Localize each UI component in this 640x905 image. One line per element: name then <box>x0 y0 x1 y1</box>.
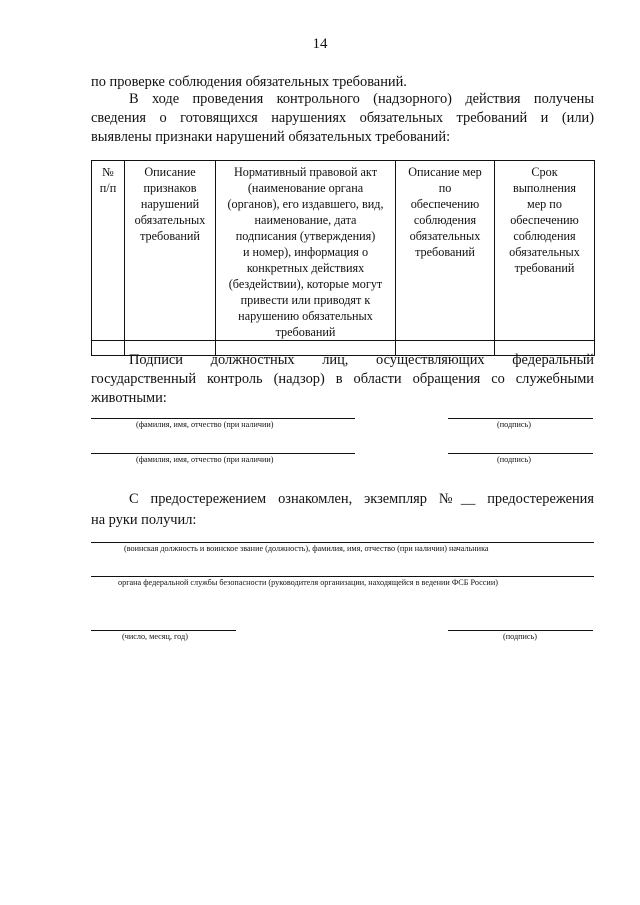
name-line-1 <box>91 418 355 419</box>
col-description-header: Описание признаков нарушений обязательных требований <box>125 161 216 341</box>
paragraph-line-3: выявлены признаки нарушений обязательных требований: <box>91 129 451 145</box>
final-signature-caption: (подпись) <box>503 632 537 641</box>
recipient-line-1 <box>91 542 594 543</box>
signature-caption-1: (подпись) <box>497 420 531 429</box>
page-number: 14 <box>312 36 328 52</box>
signatures-line-1: Подписи должностных лиц, осуществляющих федеральный <box>129 352 594 368</box>
col-legal-act-header: Нормативный правовой акт (наименование органа (органов), его издавшего, вид, наименование, дата подписания (утверждения) и номер), информация о конкретных действиях (бездействии), которые могут привести или приводят к нарушению обязательных требований <box>216 161 396 341</box>
name-line-2 <box>91 453 355 454</box>
final-signature-line <box>448 630 593 631</box>
signatures-line-3: животными: <box>91 390 167 406</box>
signatures-line-2: государственный контроль (надзор) в области обращения со служебными <box>91 371 594 387</box>
signature-line-1 <box>448 418 593 419</box>
violations-table <box>91 160 595 356</box>
date-caption: (число, месяц, год) <box>122 632 188 641</box>
acknowledgement-line-1: С предостережением ознакомлен, экземпляр №__ предостережения <box>129 491 594 507</box>
signature-caption-2: (подпись) <box>497 455 531 464</box>
paragraph-line-1: В ходе проведения контрольного (надзорного) действия получены <box>129 91 594 107</box>
col-measures-header: Описание мер по обеспечению соблюдения обязательных требований <box>396 161 495 341</box>
intro-line: по проверке соблюдения обязательных требований. <box>91 74 407 90</box>
recipient-caption-1: (воинская должность и воинское звание (должность), фамилия, имя, отчество (при наличии) начальника <box>124 544 489 553</box>
name-caption-2: (фамилия, имя, отчество (при наличии) <box>136 455 274 464</box>
col-number-header: № п/п <box>92 161 125 341</box>
recipient-caption-2: органа федеральной службы безопасности (руководителя организации, находящейся в ведении ФСБ России) <box>118 578 498 587</box>
col-deadline-header: Срок выполнения мер по обеспечению соблюдения обязательных требований <box>495 161 595 341</box>
table-header-row <box>92 161 595 341</box>
date-line <box>91 630 236 631</box>
name-caption-1: (фамилия, имя, отчество (при наличии) <box>136 420 274 429</box>
recipient-line-2 <box>91 576 594 577</box>
paragraph-line-2: сведения о готовящихся нарушениях обязательных требований и (или) <box>91 110 594 126</box>
acknowledgement-line-2: на руки получил: <box>91 512 197 528</box>
signature-line-2 <box>448 453 593 454</box>
